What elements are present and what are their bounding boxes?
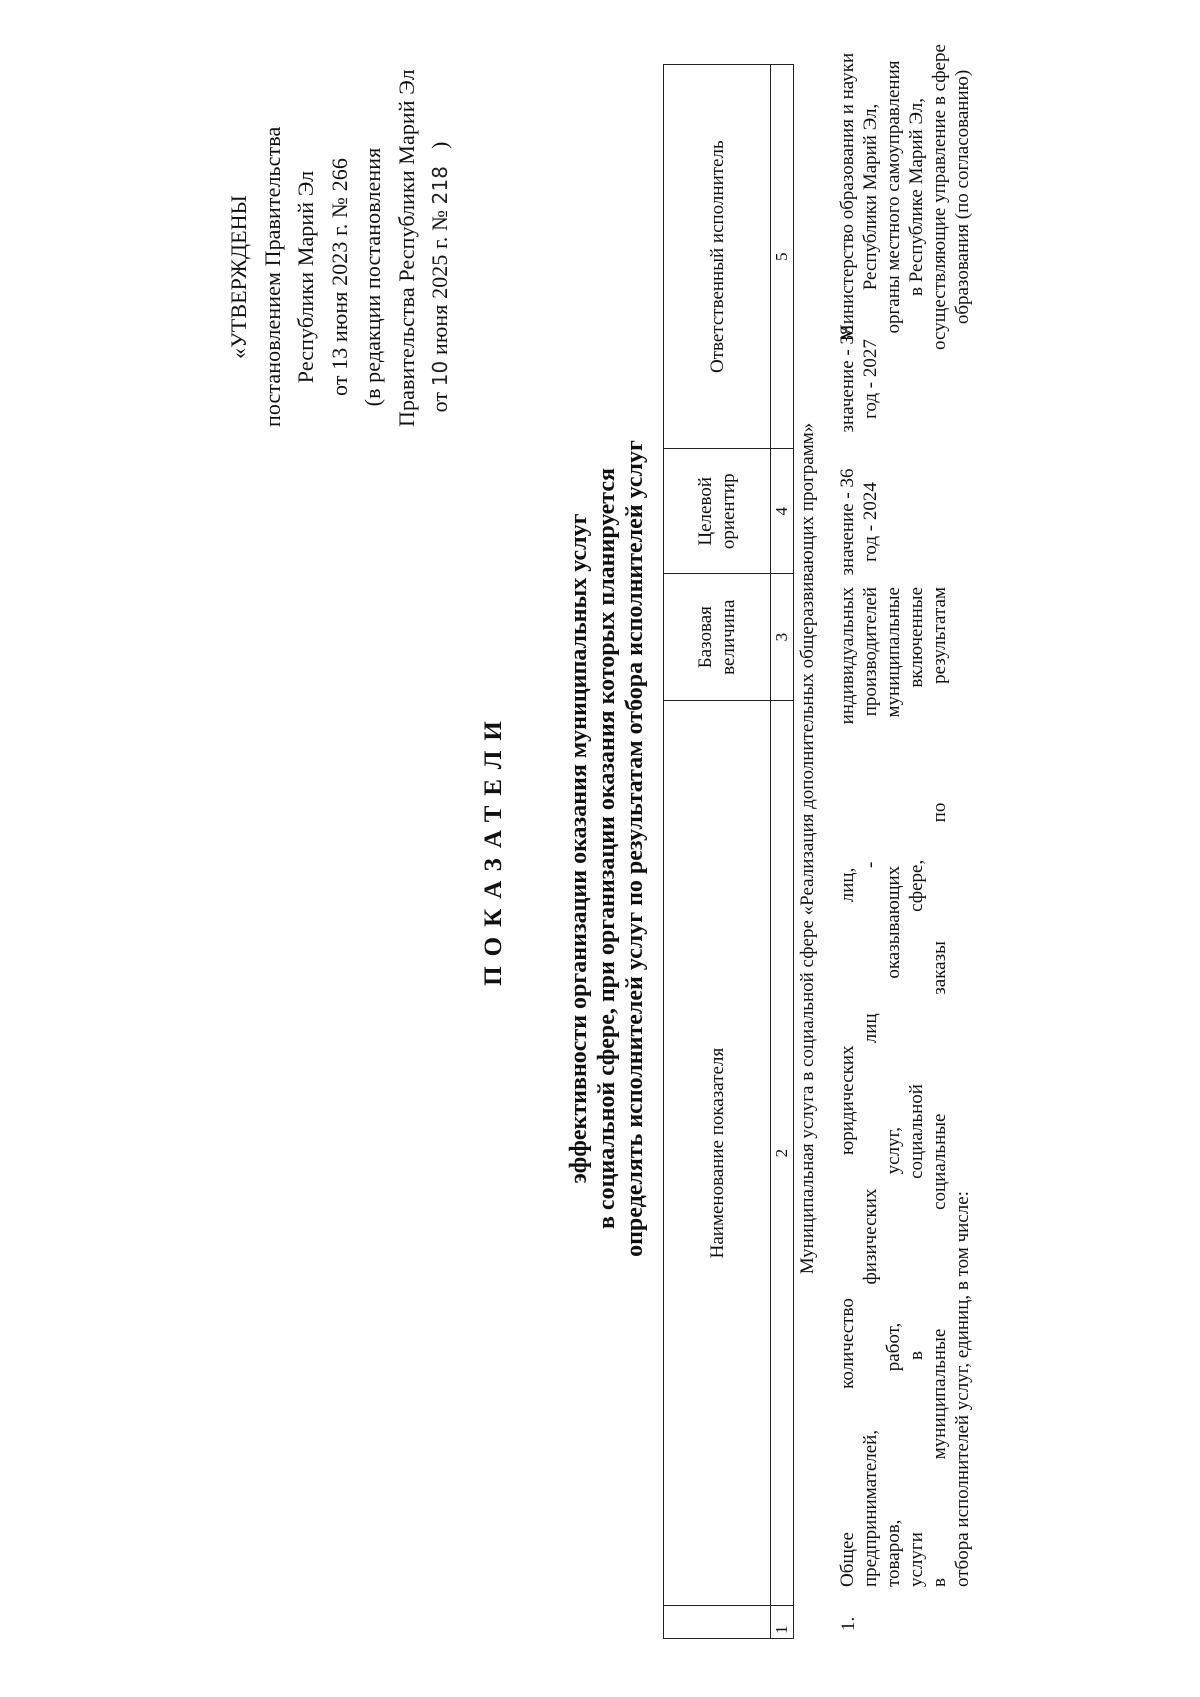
- row-target-year-line: год - 2027: [860, 339, 881, 419]
- approval-stamp: [222, 69, 458, 427]
- subtitle-line-2: в социальной сфере, при организации оказания которых планируется: [594, 467, 620, 1230]
- approval-line-6: Правительства Республики Марий Эл: [393, 69, 419, 427]
- row-executor-line-4: в Республике Марий Эл,: [906, 98, 927, 297]
- header-base-line-1: Базовая: [695, 606, 716, 669]
- approval-number-handwritten: 218: [428, 165, 452, 205]
- column-number-5: 5: [771, 65, 794, 449]
- header-target-line-2: ориентир: [718, 473, 739, 550]
- header-indicator-name: Наименование показателя: [664, 701, 771, 1606]
- row-base-value: [836, 457, 882, 587]
- row-executor-line-2: Республики Марий Эл,: [860, 103, 881, 291]
- approval-line-2: постановлением Правительства: [259, 126, 285, 427]
- row-name-line-4: услуги в социальной сфере, включенные: [906, 587, 927, 1587]
- row-name-line-6: отбора исполнителей услуг, единиц, в том числе:: [952, 1191, 973, 1587]
- row-base-year-line: год - 2024: [860, 482, 881, 562]
- row-executor-line-3: органы местного самоуправления: [883, 60, 904, 334]
- approval-line-4: от 13 июня 2023 г. № 266: [326, 158, 352, 396]
- approval-line-5: (в редакции постановления: [360, 147, 385, 407]
- header-base-line-2: величина: [718, 599, 739, 675]
- subtitle-line-3: определять исполнителей услуг по результатам отбора исполнителей услуг: [622, 440, 648, 1257]
- row-name-line-3: товаров, работ, услуг, оказывающих муниципальные: [883, 587, 904, 1587]
- column-number-2: 2: [771, 701, 794, 1606]
- row-index: 1.: [838, 1616, 859, 1631]
- header-base-value: [664, 574, 771, 701]
- row-executor-line-5: осуществляющие управление в сфере: [929, 44, 950, 350]
- row-name-line-5: в муниципальные социальные заказы по результатам: [929, 587, 950, 1587]
- section-title: Муниципальная услуга в социальной сфере «Реализация дополнительных общеразвивающих программ»: [797, 422, 818, 1275]
- row-executor-line-6: образования (по согласованию): [952, 69, 973, 325]
- row-name-line-1: Общее количество юридических лиц, индивидуальных: [837, 587, 858, 1587]
- row-indicator-name: [836, 587, 974, 1587]
- row-base-value-line: значение - 36: [837, 468, 858, 576]
- header-index: [664, 1606, 771, 1639]
- page-subtitle: [565, 0, 649, 1697]
- row-name-line-2: предпринимателей, физических лиц - производителей: [860, 587, 881, 1587]
- header-executor: Ответственный исполнитель: [664, 65, 771, 449]
- approval-line-7: [423, 127, 458, 427]
- table-header-row: [664, 65, 771, 1639]
- subtitle-line-1: эффективности организации оказания муниципальных услуг: [566, 513, 592, 1184]
- header-target: [664, 449, 771, 574]
- approval-date-mid: июня 2025 г. №: [427, 209, 452, 355]
- approval-date-suffix: ): [427, 141, 452, 150]
- page-title: ПОКАЗАТЕЛИ: [480, 711, 507, 986]
- approval-line-3: Республики Марий Эл: [293, 170, 318, 384]
- column-number-4: 4: [771, 449, 794, 574]
- indicators-table: [663, 64, 794, 1639]
- header-target-line-1: Целевой: [695, 477, 716, 546]
- row-target-value-line: значение - 38: [837, 325, 858, 433]
- approval-line-1: «УТВЕРЖДЕНЫ: [226, 195, 251, 359]
- table-number-row: [771, 65, 794, 1639]
- approval-date-prefix: от: [427, 391, 452, 413]
- column-number-3: 3: [771, 574, 794, 701]
- approval-day-handwritten: 10: [428, 360, 452, 387]
- row-executor-line-1: Министерство образования и науки: [837, 52, 858, 342]
- column-number-1: 1: [771, 1606, 794, 1639]
- row-executor: [836, 22, 974, 372]
